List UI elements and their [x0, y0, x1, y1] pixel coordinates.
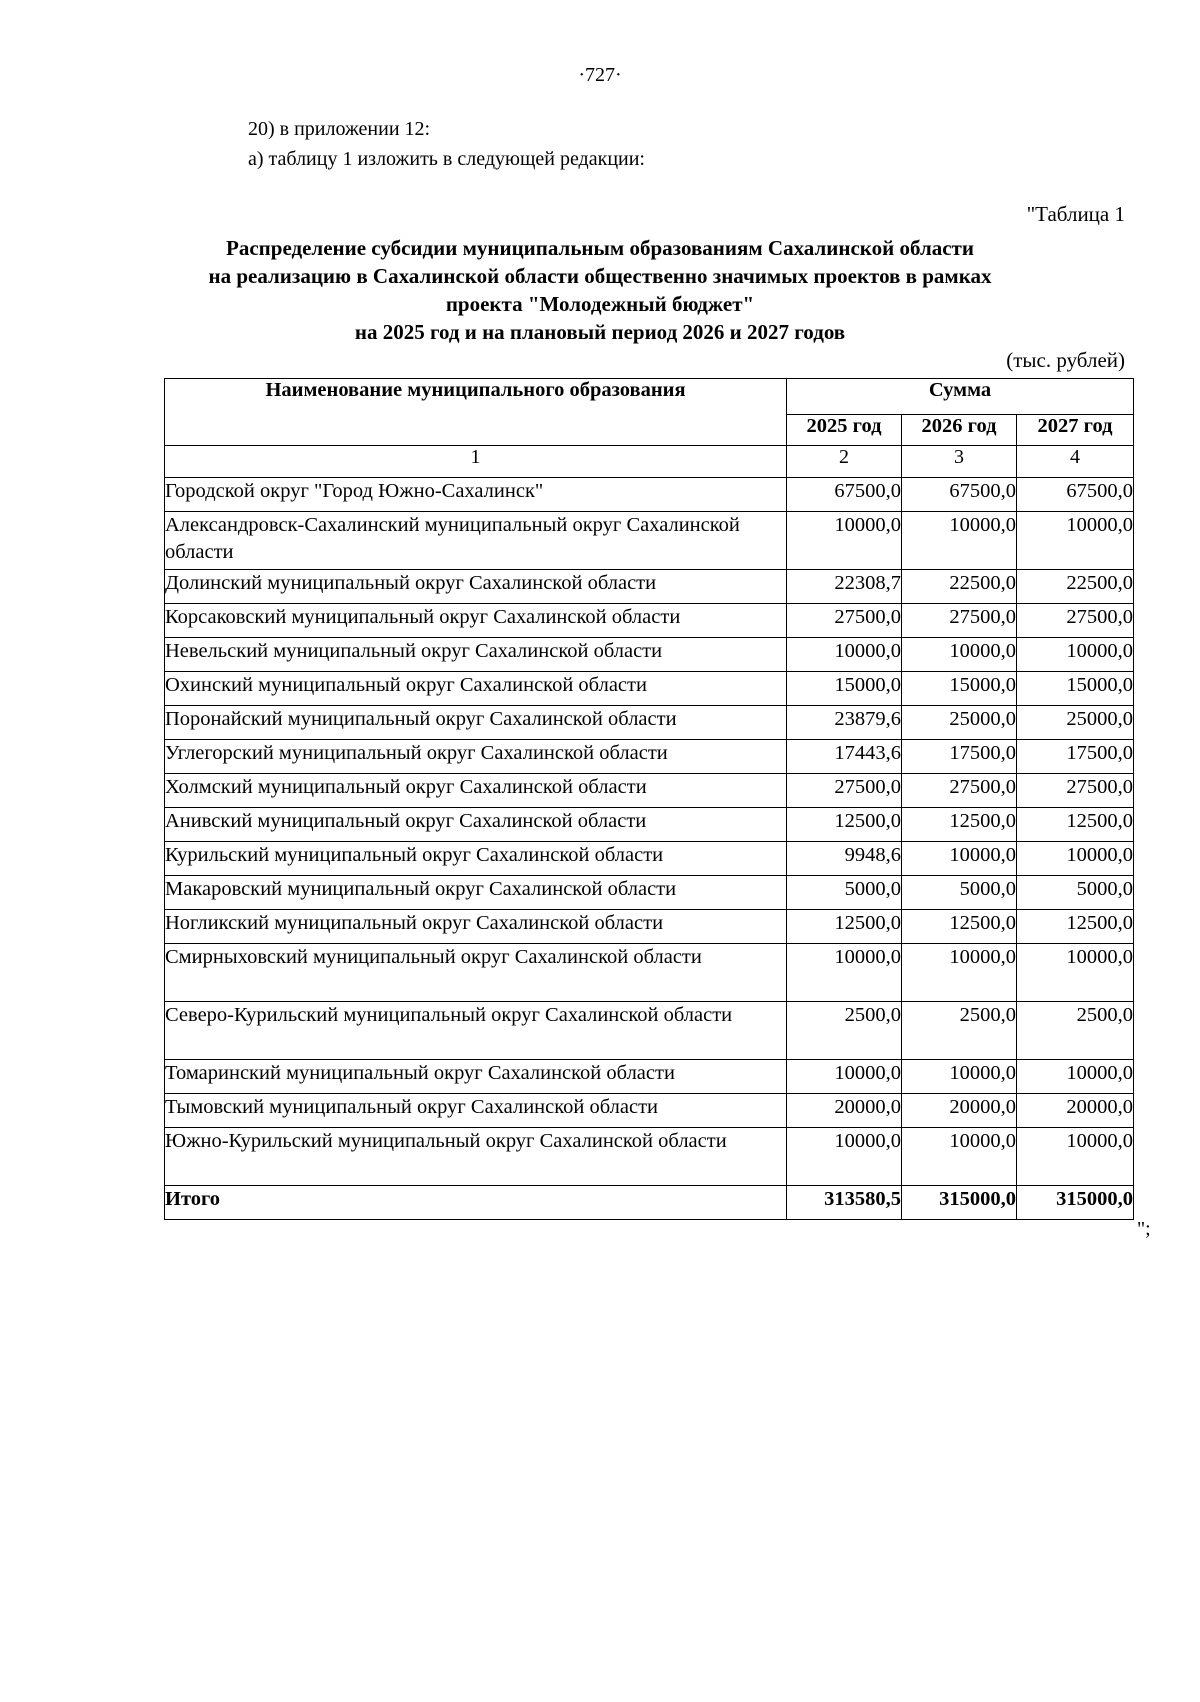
- table-row: [165, 876, 1134, 910]
- row-name: Городской округ "Город Южно-Сахалинск": [165, 478, 787, 512]
- header-sum: Сумма: [787, 379, 1134, 415]
- table-row: [165, 842, 1134, 876]
- row-value-2025: 67500,0: [787, 478, 902, 512]
- row-value-2025: 5000,0: [787, 876, 902, 910]
- row-value-2026: 10000,0: [902, 842, 1017, 876]
- header-year-2027: 2027 год: [1017, 415, 1134, 446]
- row-value-2027: 10000,0: [1017, 944, 1134, 1002]
- row-value-2027: 12500,0: [1017, 910, 1134, 944]
- total-value-2027: 315000,0: [1017, 1186, 1134, 1220]
- row-name: Курильский муниципальный округ Сахалинской области: [165, 842, 787, 876]
- row-value-2026: 17500,0: [902, 740, 1017, 774]
- row-value-2026: 27500,0: [902, 774, 1017, 808]
- row-name: Александровск-Сахалинский муниципальный округ Сахалинской области: [165, 512, 787, 570]
- column-number: 2: [787, 446, 902, 478]
- title-line-1: Распределение субсидии муниципальным образованиям Сахалинской области: [226, 236, 974, 260]
- row-value-2025: 10000,0: [787, 944, 902, 1002]
- row-name: Смирныховский муниципальный округ Сахалинской области: [165, 944, 787, 1002]
- units-label: (тыс. рублей): [1006, 348, 1125, 372]
- row-value-2026: 10000,0: [902, 1060, 1017, 1094]
- row-name: Тымовский муниципальный округ Сахалинской области: [165, 1094, 787, 1128]
- table-row: [165, 1128, 1134, 1186]
- row-value-2025: 9948,6: [787, 842, 902, 876]
- row-name: Анивский муниципальный округ Сахалинской области: [165, 808, 787, 842]
- row-value-2025: 27500,0: [787, 604, 902, 638]
- row-value-2026: 12500,0: [902, 808, 1017, 842]
- table-row: [165, 1002, 1134, 1060]
- row-value-2026: 10000,0: [902, 638, 1017, 672]
- table-row: [165, 512, 1134, 570]
- row-value-2025: 17443,6: [787, 740, 902, 774]
- row-value-2026: 10000,0: [902, 512, 1017, 570]
- table-row: [165, 672, 1134, 706]
- row-name: Томаринский муниципальный округ Сахалинской области: [165, 1060, 787, 1094]
- intro-line-2: а) таблицу 1 изложить в следующей редакции:: [248, 148, 645, 170]
- row-value-2027: 10000,0: [1017, 1060, 1134, 1094]
- row-name: Ногликский муниципальный округ Сахалинской области: [165, 910, 787, 944]
- table-row: [165, 740, 1134, 774]
- row-value-2025: 10000,0: [787, 1060, 902, 1094]
- table-row: [165, 944, 1134, 1002]
- row-value-2027: 67500,0: [1017, 478, 1134, 512]
- table-row: [165, 570, 1134, 604]
- total-label: Итого: [165, 1186, 787, 1220]
- row-value-2027: 5000,0: [1017, 876, 1134, 910]
- table-row: [165, 774, 1134, 808]
- row-value-2025: 10000,0: [787, 638, 902, 672]
- row-value-2027: 10000,0: [1017, 512, 1134, 570]
- column-number: 4: [1017, 446, 1134, 478]
- row-name: Южно-Курильский муниципальный округ Сахалинской области: [165, 1128, 787, 1186]
- row-value-2025: 2500,0: [787, 1002, 902, 1060]
- row-value-2025: 10000,0: [787, 1128, 902, 1186]
- row-value-2026: 15000,0: [902, 672, 1017, 706]
- subsidy-table: [164, 378, 1134, 1220]
- row-value-2026: 25000,0: [902, 706, 1017, 740]
- header-name: Наименование муниципального образования: [165, 379, 787, 446]
- row-value-2027: 12500,0: [1017, 808, 1134, 842]
- header-year-2026: 2026 год: [902, 415, 1017, 446]
- row-value-2025: 22308,7: [787, 570, 902, 604]
- row-name: Долинский муниципальный округ Сахалинской области: [165, 570, 787, 604]
- table-row: [165, 604, 1134, 638]
- row-value-2027: 10000,0: [1017, 638, 1134, 672]
- row-value-2025: 20000,0: [787, 1094, 902, 1128]
- row-value-2025: 12500,0: [787, 808, 902, 842]
- row-value-2026: 10000,0: [902, 944, 1017, 1002]
- table-row: [165, 638, 1134, 672]
- row-value-2025: 27500,0: [787, 774, 902, 808]
- row-value-2025: 23879,6: [787, 706, 902, 740]
- page-number: ·727·: [578, 64, 622, 86]
- total-value-2026: 315000,0: [902, 1186, 1017, 1220]
- row-value-2027: 15000,0: [1017, 672, 1134, 706]
- row-value-2026: 67500,0: [902, 478, 1017, 512]
- row-value-2026: 27500,0: [902, 604, 1017, 638]
- row-name: Макаровский муниципальный округ Сахалинской области: [165, 876, 787, 910]
- row-value-2026: 12500,0: [902, 910, 1017, 944]
- row-name: Корсаковский муниципальный округ Сахалинской области: [165, 604, 787, 638]
- row-name: Поронайский муниципальный округ Сахалинской области: [165, 706, 787, 740]
- row-value-2027: 17500,0: [1017, 740, 1134, 774]
- row-value-2027: 10000,0: [1017, 1128, 1134, 1186]
- row-value-2027: 2500,0: [1017, 1002, 1134, 1060]
- row-value-2026: 2500,0: [902, 1002, 1017, 1060]
- total-row: [165, 1186, 1134, 1220]
- total-value-2025: 313580,5: [787, 1186, 902, 1220]
- row-value-2026: 20000,0: [902, 1094, 1017, 1128]
- table-row: [165, 706, 1134, 740]
- table-body: [165, 478, 1134, 1220]
- table-row: [165, 478, 1134, 512]
- table-label: "Таблица 1: [1026, 202, 1125, 226]
- row-name: Охинский муниципальный округ Сахалинской области: [165, 672, 787, 706]
- row-name: Невельский муниципальный округ Сахалинской области: [165, 638, 787, 672]
- row-value-2027: 25000,0: [1017, 706, 1134, 740]
- row-value-2027: 20000,0: [1017, 1094, 1134, 1128]
- title-line-2: на реализацию в Сахалинской области общественно значимых проектов в рамках: [208, 264, 992, 288]
- row-value-2026: 5000,0: [902, 876, 1017, 910]
- column-number: 1: [165, 446, 787, 478]
- row-name: Северо-Курильский муниципальный округ Сахалинской области: [165, 1002, 787, 1060]
- table-row: [165, 910, 1134, 944]
- row-value-2026: 10000,0: [902, 1128, 1017, 1186]
- row-value-2027: 10000,0: [1017, 842, 1134, 876]
- intro-line-1: 20) в приложении 12:: [248, 118, 431, 140]
- table-row: [165, 1094, 1134, 1128]
- row-value-2025: 10000,0: [787, 512, 902, 570]
- closing-quote-mark: ";: [1137, 1218, 1151, 1240]
- row-value-2025: 12500,0: [787, 910, 902, 944]
- row-value-2027: 27500,0: [1017, 774, 1134, 808]
- row-value-2025: 15000,0: [787, 672, 902, 706]
- row-value-2027: 27500,0: [1017, 604, 1134, 638]
- header-year-2025: 2025 год: [787, 415, 902, 446]
- table-row: [165, 808, 1134, 842]
- column-number: 3: [902, 446, 1017, 478]
- row-value-2026: 22500,0: [902, 570, 1017, 604]
- row-name: Холмский муниципальный округ Сахалинской области: [165, 774, 787, 808]
- document-title: [150, 234, 1050, 346]
- row-value-2027: 22500,0: [1017, 570, 1134, 604]
- row-name: Углегорский муниципальный округ Сахалинской области: [165, 740, 787, 774]
- table-row: [165, 1060, 1134, 1094]
- title-line-4: на 2025 год и на плановый период 2026 и 2027 годов: [354, 320, 846, 344]
- title-line-3: проекта "Молодежный бюджет": [445, 292, 755, 316]
